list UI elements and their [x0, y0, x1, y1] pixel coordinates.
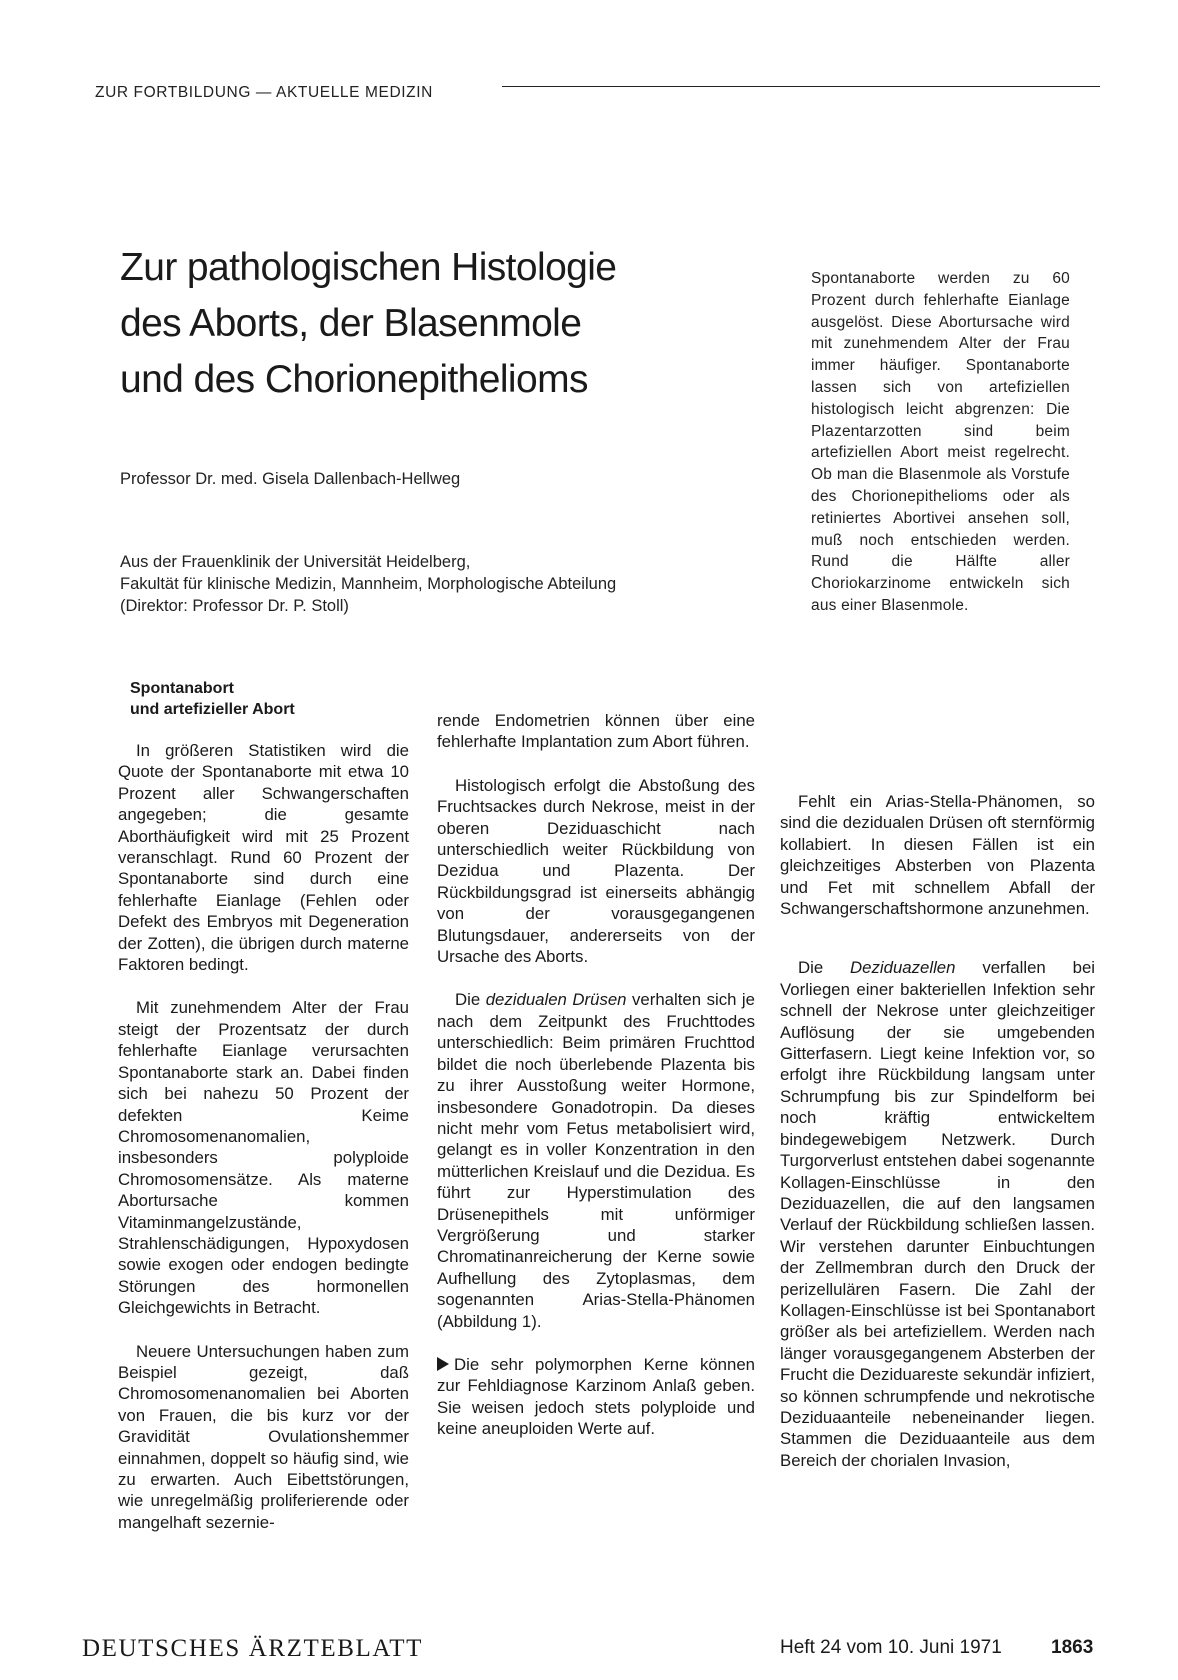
body-paragraph: Mit zunehmendem Alter der Frau steigt der Prozentsatz der durch fehlerhafte Eianlage verursachten Spontanaborte stark an. Dabei finden sich bei nahezu 50 Prozent der defekten Keime Chromosomenanomalien, insbesonders polyploide Chromosomensätze. Als materne Abortursache kommen Vitaminmangelzustände, Strahlenschädigungen, Hypoxydosen sowie exogen oder endogen bedingte Störungen des hormonellen Gleichgewichts in Betracht.	[118, 998, 409, 1318]
body-paragraph: Histologisch erfolgt die Abstoßung des Fruchtsackes durch Nekrose, meist in der oberen Deziduaschicht nach unterschiedlich weiter Rückbildung von Dezidua und Plazenta. Der Rückbildungsgrad ist einerseits abhängig von der vorausgegangenen Blutungsdauer, andererseits von der Ursache des Aborts.	[437, 775, 755, 967]
body-paragraph	[780, 957, 1095, 1471]
issue-info: Heft 24 vom 10. Juni 1971	[780, 1637, 1002, 1658]
body-column-2	[437, 711, 755, 1462]
title-line-3: und des Chorionepithelioms	[120, 358, 588, 401]
body-column-3	[780, 791, 1095, 1493]
triangle-marker-icon	[437, 1357, 449, 1371]
body-paragraph: Fehlt ein Arias-Stella-Phänomen, so sind die dezidualen Drüsen oft sternförmig kollabiert. In diesen Fällen ist ein gleichzeitiges Absterben von Plazenta und Fet mit schnellem Abfall der Schwangerschaftshormone anzunehmen.	[780, 792, 1095, 919]
paragraph-text: Die sehr polymorphen Kerne können zur Fehldiagnose Karzinom Anlaß geben. Sie weisen jedoch stets polyploide und keine aneuploiden Werte auf.	[437, 1354, 755, 1439]
body-paragraph: Neuere Untersuchungen haben zum Beispiel gezeigt, daß Chromosomenanomalien bei Aborten von Frauen, die bis kurz vor der Gravidität Ovulationshemmer einnahmen, doppelt so häufig sind, wie zu erwarten. Auch Eibettstörungen, wie unregelmäßig proliferierende oder mangelhaft sezernie-	[118, 1341, 409, 1532]
header-rule	[502, 86, 1100, 87]
affiliation	[120, 551, 616, 617]
emphasized-term: dezidualen Drüsen	[485, 990, 627, 1010]
title-line-1: Zur pathologischen Histologie	[120, 246, 617, 289]
paragraph-text: verfallen bei Vorliegen einer bakteriellen Infektion sehr schnell der Nekrose unter gleichzeitiger Auflösung der sie umgebenden Gitterfasern. Liegt keine Infektion vor, so erfolgt ihre Rückbildung langsam unter Schrumpfung bis zur Spindelform bei noch kräftig entwickeltem bindegewebigem Netzwerk. Durch Turgorverlust entstehen dabei sogenannte Kollagen-Einschlüsse in den Deziduazellen, die auf den langsamen Verlauf der Rückbildung schließen lassen. Wir verstehen darunter Einbuchtungen der Zellmembran durch den Druck der perizellulären Fasern. Die Zahl der Kollagen-Einschlüsse ist bei Spontanabort größer als bei artefiziellem. Werden nach länger vorausgegangenem Absterben der Frucht die Deziduareste sekundär infiziert, so können schrumpfende und nekrotische Deziduaanteile nebeneinander liegen. Stammen die Deziduaanteile aus dem Bereich der chorialen Invasion,	[780, 958, 1096, 1470]
emphasized-term: Deziduazellen	[850, 958, 956, 978]
title-line-2: des Aborts, der Blasenmole	[120, 302, 582, 345]
paragraph-text: Die	[798, 958, 851, 978]
paragraph-text: Die	[455, 990, 486, 1010]
body-paragraph	[437, 989, 755, 1332]
affiliation-line: Fakultät für klinische Medizin, Mannheim, Morphologische Abteilung	[120, 575, 617, 593]
section-heading-line: Spontanabort	[130, 680, 234, 697]
section-heading-line: und artefizieller Abort	[130, 701, 295, 718]
article-title	[120, 240, 760, 408]
section-header: ZUR FORTBILDUNG — AKTUELLE MEDIZIN	[95, 84, 433, 101]
affiliation-line: Aus der Frauenklinik der Universität Heidelberg,	[120, 553, 471, 571]
body-column-1	[118, 680, 409, 1555]
body-paragraph: rende Endometrien können über eine fehlerhafte Implantation zum Abort führen.	[437, 711, 755, 752]
abstract-summary: Spontanaborte werden zu 60 Prozent durch fehlerhafte Eianlage ausgelöst. Diese Abortursache wird mit zunehmendem Alter der Frau immer häufiger. Spontanaborte lassen sich von artefiziellen histologisch leicht abgrenzen: Die Plazentarzotten sind beim artefiziellen Abort meist regelrecht. Ob man die Blasenmole als Vorstufe des Chorionepithelioms oder als retiniertes Abortivei ansehen soll, muß noch entschieden werden. Rund die Hälfte aller Choriokarzinome entwickeln sich aus einer Blasenmole.	[811, 270, 1070, 614]
journal-name: DEUTSCHES ÄRZTEBLATT	[82, 1635, 424, 1662]
author-name: Professor Dr. med. Gisela Dallenbach-Hellweg	[120, 470, 461, 488]
page-number: 1863	[1051, 1637, 1094, 1658]
body-paragraph: In größeren Statistiken wird die Quote der Spontanaborte mit etwa 10 Prozent aller Schwangerschaften angegeben; die gesamte Aborthäufigkeit wird mit 25 Prozent veranschlagt. Rund 60 Prozent der Spontanaborte sind durch eine fehlerhafte Eianlage (Fehlen oder Defekt des Embryos mit Degeneration der Zotten), die übrigen durch materne Faktoren bedingt.	[118, 741, 409, 975]
paragraph-text: verhalten sich je nach dem Zeitpunkt des Fruchttodes unterschiedlich: Beim primären Fruchttod bildet die noch überlebende Plazenta bis zu ihrer Ausstoßung weiter Hormone, insbesondere Gonadotropin. Da dieses nicht mehr vom Fetus metabolisiert wird, gelangt es in voller Konzentration in den mütterlichen Kreislauf und die Dezidua. Es führt zur Hyperstimulation des Drüsenepithels mit unförmiger Vergrößerung und starker Chromatinanreicherung der Kerne sowie Aufhellung des Zytoplasmas, dem sogenannten Arias-Stella-Phänomen (Abbildung 1).	[437, 990, 755, 1331]
section-heading	[130, 678, 409, 720]
affiliation-line: (Direktor: Professor Dr. P. Stoll)	[120, 597, 349, 615]
body-paragraph	[437, 1354, 755, 1440]
